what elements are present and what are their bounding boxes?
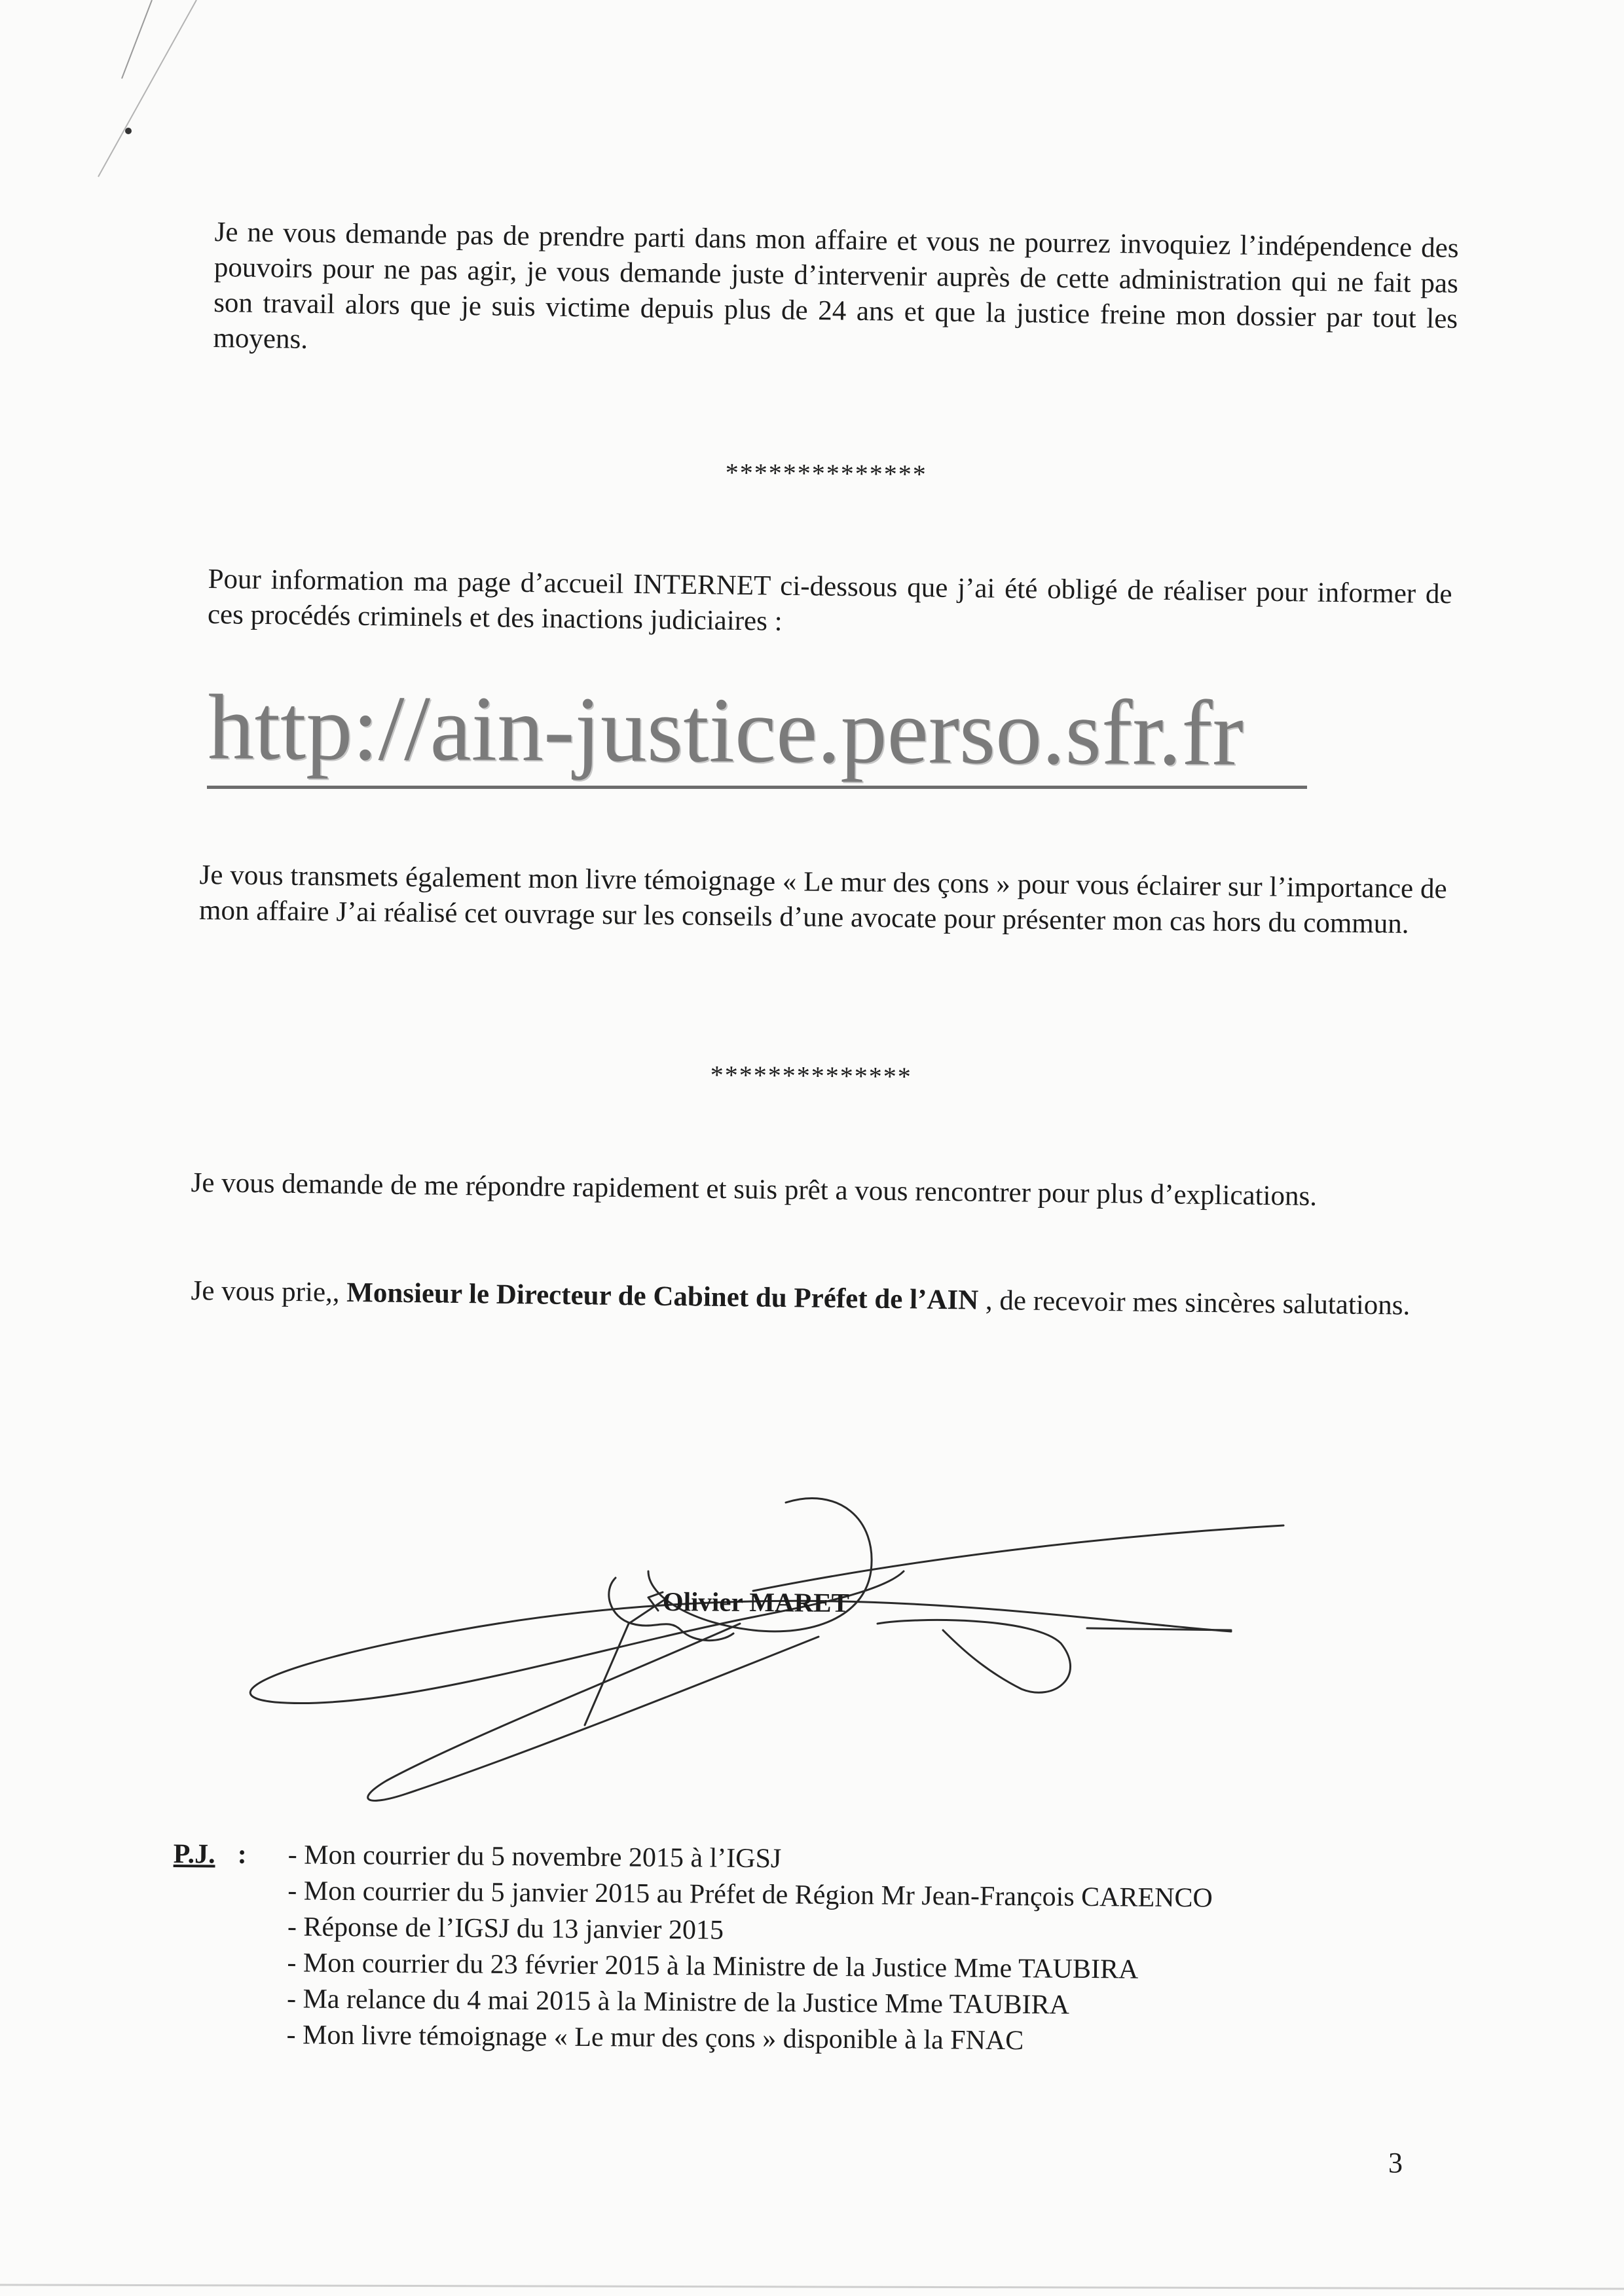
separator-stars: ************** — [725, 457, 927, 489]
attachment-item: - Mon livre témoignage « Le mur des çons » disponible à la FNAC — [286, 2020, 1024, 2056]
attachments-list — [286, 1837, 1213, 2060]
attachments-label-colon: : — [237, 1839, 247, 1870]
paragraph-website-info: Pour information ma page d’accueil INTERNET ci-dessous que j’ai été obligé de réaliser pour informer de ces procédés criminels et des inactions judiciaires : — [207, 563, 1452, 637]
paragraph-book-testimony: Je vous transmets également mon livre témoignage « Le mur des çons » pour vous éclairer sur l’importance de mon affaire J’ai réalisé cet ouvrage sur les conseils d’une avocate pour présenter mon cas hors du commun. — [198, 859, 1447, 939]
attachment-item: - Réponse de l’IGSJ du 13 janvier 2015 — [287, 1912, 724, 1946]
paragraph-intervention-request: Je ne vous demande pas de prendre parti dans mon affaire et vous ne pourrez invoquiez l’indépendence des pouvoirs pour ne pas agir, je vous demande juste d’intervenir auprès de cette administration qui ne fait pas son travail alors que je suis victime depuis plus de 24 ans et que la justice freine mon dossier par tout les moyens. — [213, 216, 1459, 355]
separator-stars: ************** — [710, 1060, 912, 1091]
signer-name: Olivier MARET — [662, 1586, 850, 1618]
website-url-link[interactable]: http://ain-justice.perso.sfr.fr — [208, 675, 1244, 785]
page-number: 3 — [1388, 2147, 1403, 2179]
closing-suffix: , de recevoir mes sincères salutations. — [978, 1285, 1411, 1321]
attachment-item: - Mon courrier du 23 février 2015 à la Ministre de la Justice Mme TAUBIRA — [287, 1948, 1139, 1985]
attachment-item: - Ma relance du 4 mai 2015 à la Ministre de la Justice Mme TAUBIRA — [286, 1984, 1070, 2020]
attachments-label: P.J. — [173, 1838, 215, 1870]
attachment-item: - Mon courrier du 5 janvier 2015 au Préfet de Région Mr Jean-François CARENCO — [287, 1876, 1213, 1914]
closing-recipient: Monsieur le Directeur de Cabinet du Préfet de l’AIN — [346, 1277, 979, 1316]
closing-prefix: Je vous prie,, — [191, 1275, 347, 1308]
attachment-item: - Mon courrier du 5 novembre 2015 à l’IGSJ — [287, 1840, 782, 1874]
paragraph-response-request: Je vous demande de me répondre rapidement et suis prêt a vous rencontrer pour plus d’explications. — [191, 1167, 1318, 1212]
